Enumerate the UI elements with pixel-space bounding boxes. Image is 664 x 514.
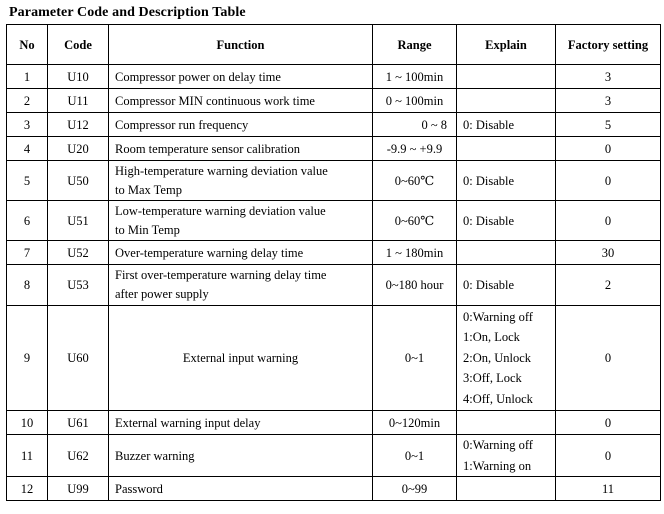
cell-no: 10 [7,411,48,435]
cell-function: Compressor run frequency [109,113,373,137]
table-title: Parameter Code and Description Table [9,5,246,20]
cell-explain [457,137,556,161]
cell-code: U99 [48,477,109,501]
cell-no: 11 [7,435,48,477]
cell-function: Room temperature sensor calibration [109,137,373,161]
cell-function [109,161,373,201]
cell-code: U60 [48,306,109,411]
cell-code: U50 [48,161,109,201]
cell-explain [457,89,556,113]
cell-explain [457,241,556,265]
cell-factory: 0 [556,201,661,241]
function-line: Low-temperature warning deviation value [115,203,326,218]
cell-function: Password [109,477,373,501]
table-row [7,65,661,89]
header-explain: Explain [457,25,556,65]
function-line: First over-temperature warning delay time [115,268,327,282]
cell-range: 0 ~ 8 [373,113,457,137]
cell-function: Compressor MIN continuous work time [109,89,373,113]
cell-no: 8 [7,265,48,306]
cell-no: 7 [7,241,48,265]
table-row [7,435,661,477]
cell-factory: 3 [556,89,661,113]
cell-no: 4 [7,137,48,161]
cell-explain [457,435,556,477]
cell-no: 9 [7,306,48,411]
cell-range: 0~120min [373,411,457,435]
cell-no: 5 [7,161,48,201]
cell-no: 3 [7,113,48,137]
cell-range: 0~1 [373,306,457,411]
cell-function [109,265,373,306]
cell-explain [457,411,556,435]
header-code: Code [48,25,109,65]
table-row [7,306,661,411]
cell-factory: 30 [556,241,661,265]
cell-range: 0~1 [373,435,457,477]
table-row [7,161,661,201]
cell-function: Compressor power on delay time [109,65,373,89]
cell-explain: 0: Disable [457,201,556,241]
cell-code: U62 [48,435,109,477]
cell-no: 6 [7,201,48,241]
cell-explain [457,65,556,89]
cell-factory: 0 [556,435,661,477]
header-no: No [7,25,48,65]
cell-range: 1 ~ 180min [373,241,457,265]
function-line: High-temperature warning deviation value [115,163,328,178]
cell-range: 1 ~ 100min [373,65,457,89]
cell-code: U10 [48,65,109,89]
cell-range: 0~60℃ [373,201,457,241]
cell-function: Over-temperature warning delay time [109,241,373,265]
cell-code: U51 [48,201,109,241]
cell-no: 2 [7,89,48,113]
explain-line: 0:Warning off [463,309,533,324]
cell-function: External input warning [109,306,373,411]
table-row [7,265,661,306]
function-line: to Max Temp [115,182,182,197]
header-range: Range [373,25,457,65]
cell-code: U61 [48,411,109,435]
table-row [7,477,661,501]
explain-line: 1:On, Lock [463,330,520,345]
explain-line: 3:Off, Lock [463,371,522,386]
cell-explain: 0: Disable [457,265,556,306]
cell-factory: 5 [556,113,661,137]
header-function: Function [109,25,373,65]
cell-factory: 3 [556,65,661,89]
table-row [7,137,661,161]
table-row [7,411,661,435]
header-factory-setting: Factory setting [556,25,661,65]
cell-function: Buzzer warning [109,435,373,477]
parameter-table [6,24,661,501]
header-row [7,25,661,65]
cell-explain: 0: Disable [457,113,556,137]
cell-factory: 11 [556,477,661,501]
cell-explain: 0: Disable [457,161,556,201]
cell-code: U12 [48,113,109,137]
cell-function: External warning input delay [109,411,373,435]
cell-factory: 0 [556,137,661,161]
cell-range: 0~99 [373,477,457,501]
explain-line: 2:On, Unlock [463,350,532,365]
cell-no: 1 [7,65,48,89]
function-line: after power supply [115,287,209,301]
table-row [7,201,661,241]
cell-range: -9.9 ~ +9.9 [373,137,457,161]
explain-line: 1:Warning on [463,458,532,473]
cell-factory: 2 [556,265,661,306]
table-row [7,113,661,137]
cell-explain [457,306,556,411]
cell-range: 0~60℃ [373,161,457,201]
explain-line: 4:Off, Unlock [463,391,533,406]
cell-code: U53 [48,265,109,306]
cell-function [109,201,373,241]
cell-explain [457,477,556,501]
table-row [7,241,661,265]
function-line: to Min Temp [115,222,180,237]
cell-code: U52 [48,241,109,265]
cell-factory: 0 [556,411,661,435]
cell-no: 12 [7,477,48,501]
cell-factory: 0 [556,306,661,411]
table-row [7,89,661,113]
cell-range: 0~180 hour [373,265,457,306]
explain-line: 0:Warning off [463,438,533,452]
cell-code: U20 [48,137,109,161]
cell-factory: 0 [556,161,661,201]
cell-code: U11 [48,89,109,113]
cell-range: 0 ~ 100min [373,89,457,113]
